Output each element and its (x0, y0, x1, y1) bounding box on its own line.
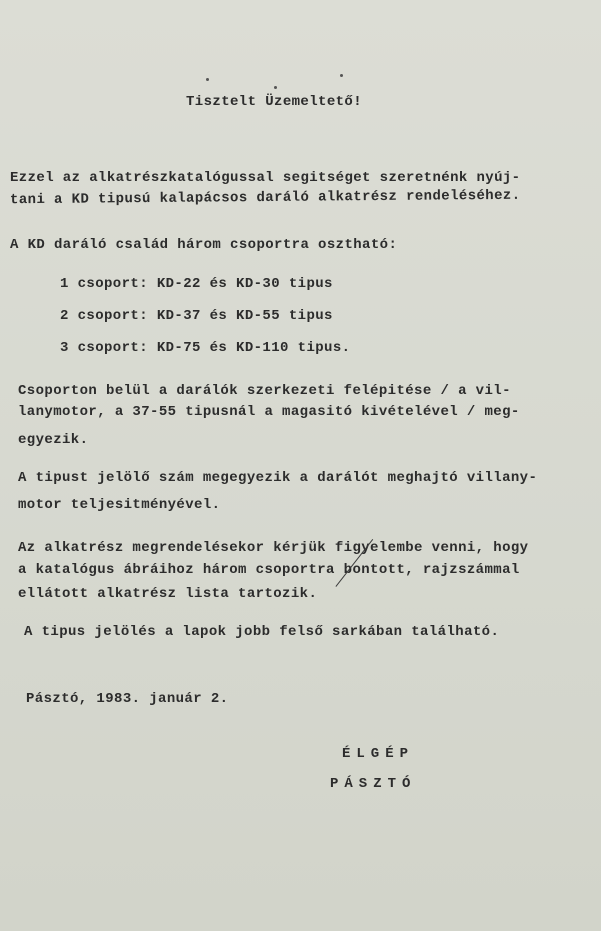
intro-line-1: Ezzel az alkatrészkatalógussal segitséget szeretnénk nyúj- (10, 170, 521, 186)
ink-speck (206, 78, 209, 81)
intro-line-2: tani a KD tipusú kalapácsos daráló alkatrész rendeléséhez. (9, 187, 521, 209)
organization-name: ÉLGÉP (342, 746, 415, 762)
structure-line-3: egyezik. (18, 432, 89, 448)
group-item: 1 csoport: KD-22 és KD-30 tipus (60, 276, 333, 292)
family-line: A KD daráló család három csoportra osztható: (10, 237, 398, 253)
letter-salutation: Tisztelt Üzemeltető! (186, 94, 363, 110)
ink-speck (274, 86, 277, 89)
order-line-2: a katalógus ábráihoz három csoportra bontott, rajzszámmal (18, 562, 520, 578)
marking-line: A tipus jelölés a lapok jobb felső sarkában található. (24, 624, 500, 640)
group-item: 3 csoport: KD-75 és KD-110 tipus. (60, 340, 351, 356)
organization-city: PÁSZTÓ (330, 776, 417, 792)
structure-line-2: lanymotor, a 37-55 tipusnál a magasitó kivételével / meg- (18, 404, 520, 420)
structure-line-1: Csoporton belül a darálók szerkezeti felépitése / a vil- (18, 383, 511, 399)
group-item: 2 csoport: KD-37 és KD-55 tipus (60, 308, 333, 324)
order-line-1: Az alkatrész megrendelésekor kérjük figyelembe venni, hogy (18, 540, 529, 556)
order-line-3: ellátott alkatrész lista tartozik. (18, 586, 318, 602)
date-line: Pásztó, 1983. január 2. (26, 691, 229, 707)
type-line-2: motor teljesitményével. (18, 497, 221, 513)
type-line-1: A tipust jelölő szám megegyezik a darálót meghajtó villany- (18, 470, 538, 486)
ink-speck (340, 74, 343, 77)
